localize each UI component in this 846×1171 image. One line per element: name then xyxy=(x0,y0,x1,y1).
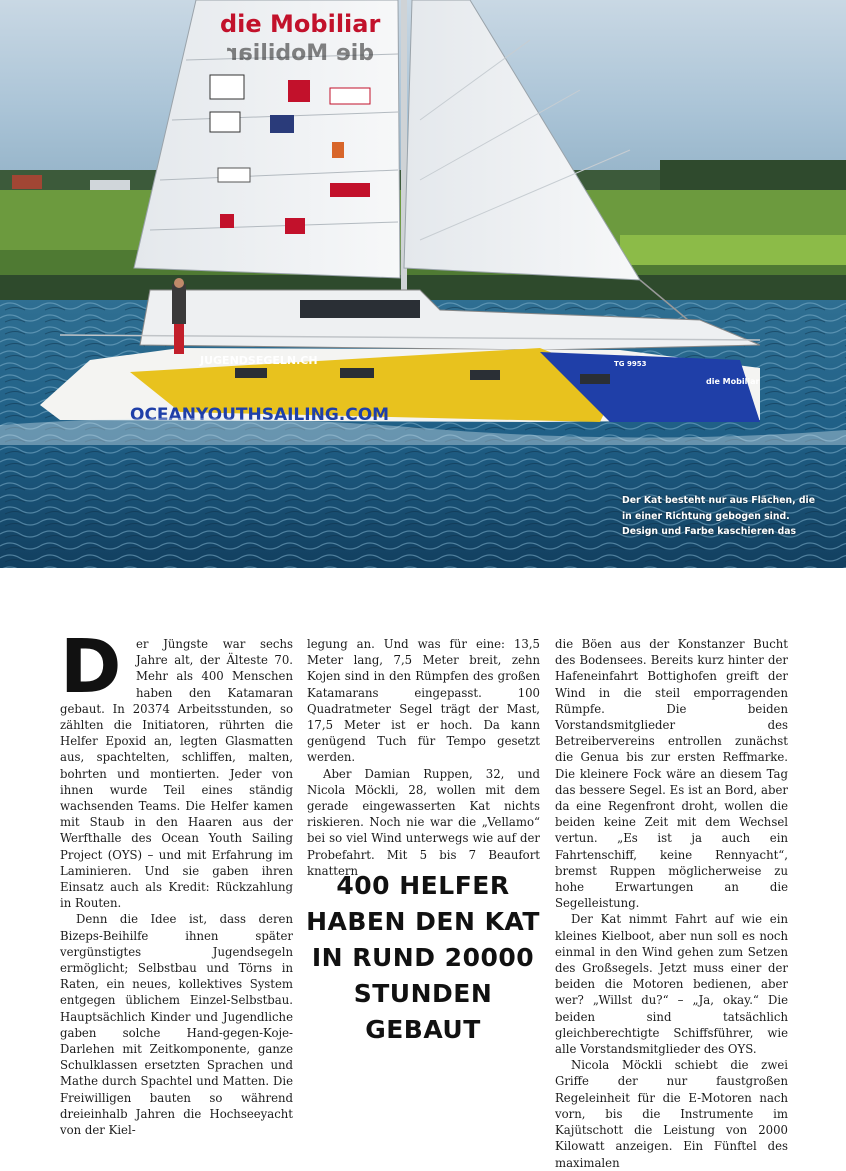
sail-logo: die Mobiliar xyxy=(220,10,381,38)
paragraph: Denn die Idee ist, dass deren Bizeps-Beihilfe ihnen später vergünstigtes Jugendsegeln ermöglicht; Selbstbau und Törns in Raten, ein neues, kollektives System entgegen üblichem Einzel-Selbstbau. Hauptsächlich Kinder und Jugendliche gaben solche Hand-gegen-Koje-Darlehen mit Zeitkomponente, ganze Schulklassen ersetzten Sprachen und Mathe durch Spachtel und Matten. Die Freiwilligen bauten so während dreieinhalb Jahren die Hochseeyacht von der Kiel- xyxy=(60,912,293,1138)
svg-text:TG 9953: TG 9953 xyxy=(614,360,647,368)
svg-text:JUGENDSEGELN.CH: JUGENDSEGELN.CH xyxy=(200,354,318,367)
paragraph: Der Kat nimmt Fahrt auf wie ein kleines Kielboot, aber nun soll es noch einmal in den Wind gehen zum Setzen des Großsegels. Jetzt muss einer der beiden die Motoren bedienen, aber wer? „Willst du?“ – „Ja, okay.“ Die beiden sind tatsächlich gleichberechtigte Schiffsführer, wie alle Vorstandsmitglieder des OYS. xyxy=(555,912,788,1057)
hero-photo xyxy=(0,0,846,568)
catamaran-illustration xyxy=(0,0,846,568)
photo-caption: Der Kat besteht nur aus Flächen, die in einer Richtung gebogen sind. Design und Farbe kaschieren das xyxy=(622,495,816,537)
sail-logo-mirrored: die Mobiliar xyxy=(227,41,374,66)
svg-text:die Mobiliar: die Mobiliar xyxy=(706,377,760,386)
article-column-2 xyxy=(307,636,540,879)
drop-cap: D xyxy=(60,624,122,710)
paragraph: legung an. Und was für eine: 13,5 Meter lang, 7,5 Meter breit, zehn Kojen sind in den Rümpfen des großen Katamarans eingepasst. 100 Quadratmeter Segel trägt der Mast, 17,5 Meter ist er hoch. Da kann genügend Tuch für Tempo gesetzt werden. xyxy=(307,637,540,765)
pull-quote: 400 HELFER HABEN DEN KAT IN RUND 20000 STUNDEN GEBAUT xyxy=(306,871,540,1044)
paragraph: Aber Damian Ruppen, 32, und Nicola Möckli, 28, wollen mit dem gerade eingewasserten Kat nichts riskieren. Noch nie war die „Vellamo“ bei so viel Wind unterwegs wie auf der Probefahrt. Mit 5 bis 7 Beaufort knattern xyxy=(307,766,540,878)
article-column-1 xyxy=(60,624,293,1138)
sailor xyxy=(172,284,186,324)
paragraph: er Jüngste war sechs Jahre alt, der Älteste 70. Mehr als 400 Menschen haben den Katamaran gebaut. In 20374 Arbeitsstunden, so zählten die Initiatoren, rührten die Helfer Epoxid an, legten Glasmatten aus, spachtelten, schliffen, malten, bohrten und montierten. Jeder von ihnen wurde Teil eines ständig wachsenden Teams. Die Helfer kamen mit Staub in den Haaren aus der Werfthalle des Ocean Youth Sailing Project (OYS) – und mit Erfahrung im Laminieren. Und sie gaben ihren Einsatz auch als Kredit: Rückzahlung in Routen. xyxy=(60,637,293,911)
article-column-3 xyxy=(555,636,788,1171)
paragraph: die Böen aus der Konstanzer Bucht des Bodensees. Bereits kurz hinter der Hafeneinfahrt Bottighofen greift der Wind in die steil emporragenden Rümpfe. Die beiden Vorstandsmitglieder des Betreibervereins entrollen zunächst die Genua bis zur ersten Reffmarke. Die kleinere Fock wäre an diesem Tag das bessere Segel. Es ist an Bord, aber da eine Regenfront droht, wollen die beiden keine Zeit mit dem Wechsel vertun. „Es ist ja auch ein Fahrtenschiff, keine Rennyacht“, bremst Ruppen möglicherweise zu hohe Erwartungen an die Segelleistung. xyxy=(555,637,788,911)
svg-text:OCEANYOUTHSAILING.COM: OCEANYOUTHSAILING.COM xyxy=(130,405,390,425)
paragraph: Nicola Möckli schiebt die zwei Griffe der nur faustgroßen Regeleinheit für die E-Motoren nach vorn, bis die Instrumente im Kajütschott die Leistung von 2000 Kilowatt anzeigen. Ein Fünftel des maximalen xyxy=(555,1058,788,1170)
